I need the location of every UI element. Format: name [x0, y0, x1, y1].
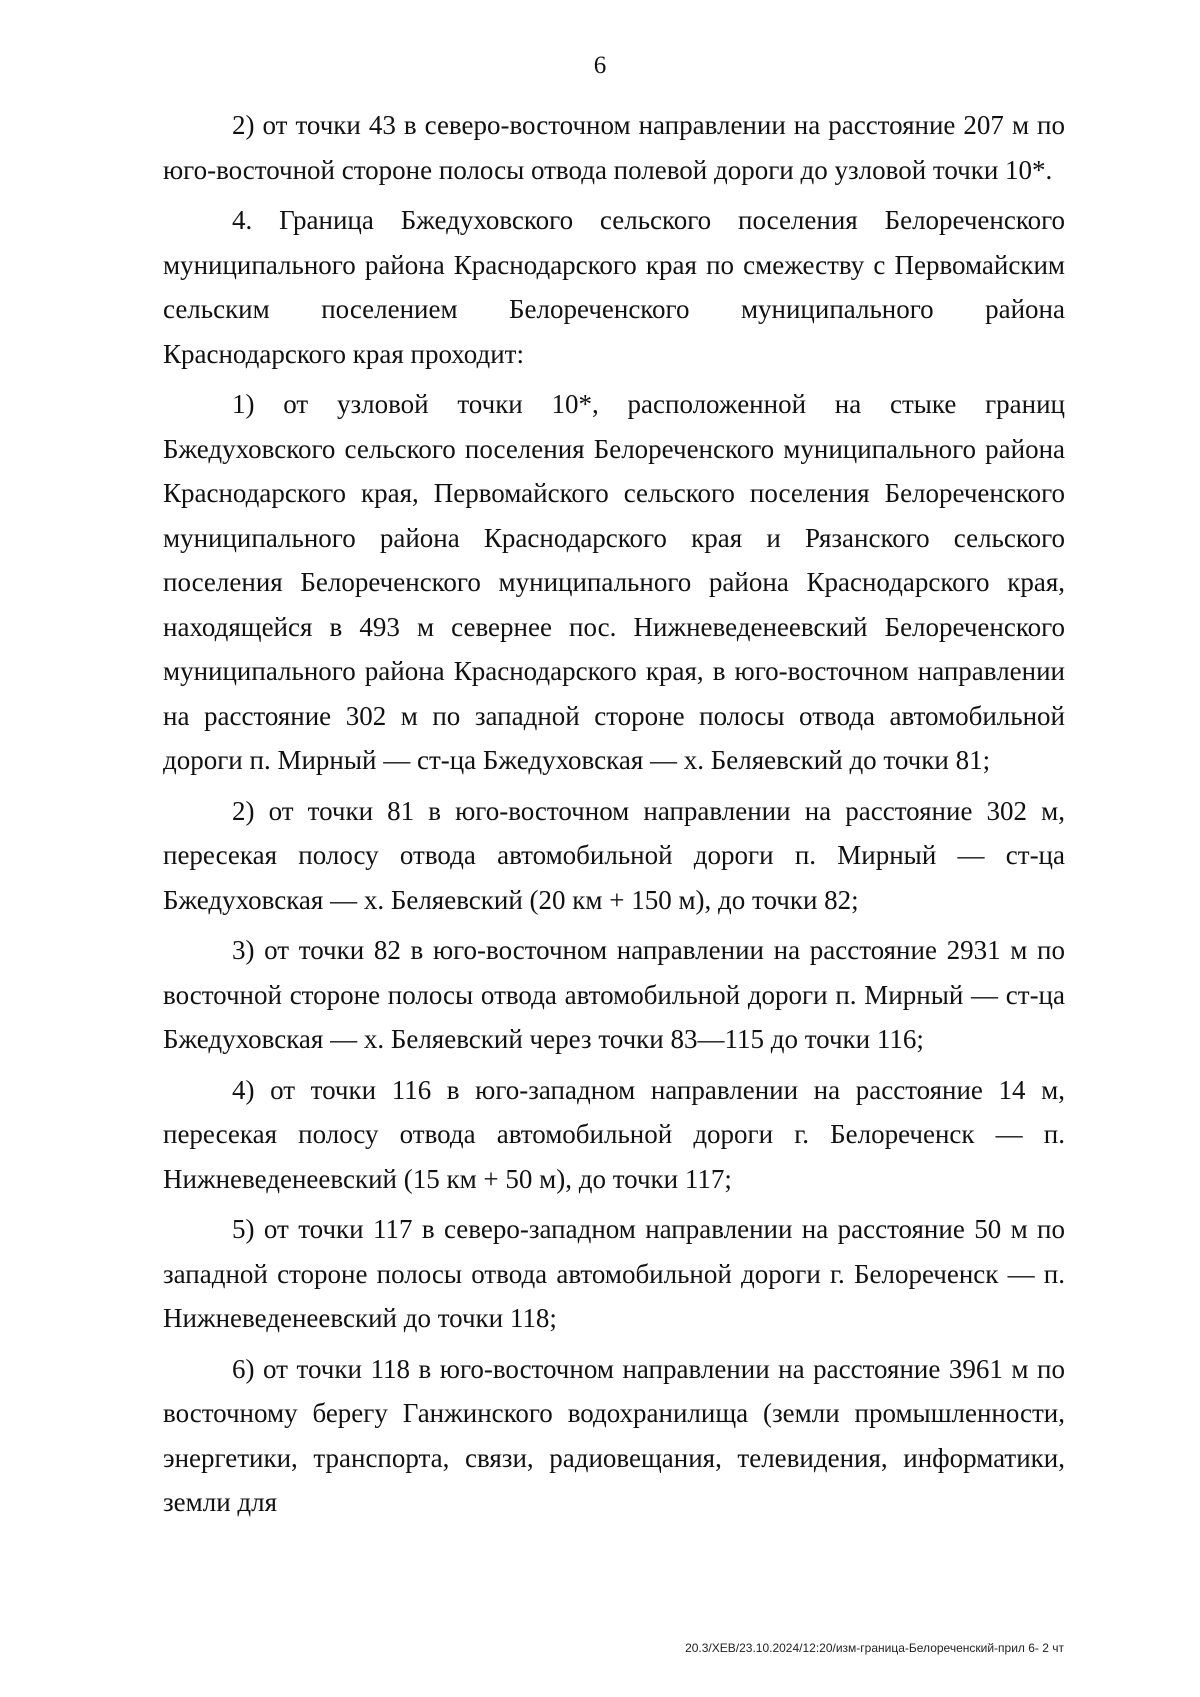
paragraph: 5) от точки 117 в северо-западном направлении на расстояние 50 м по западной стороне полосы отвода автомобильной дороги г. Белореченск — п. Нижневеденеевский до точки 118; — [163, 1214, 1065, 1333]
paragraph: 6) от точки 118 в юго-восточном направлении на расстояние 3961 м по восточному берегу Ганжинского водохранилища (земли промышленности, энергетики, транспорта, связи, радиовещания, телевидения, информатики, земли для — [163, 1353, 1065, 1517]
paragraph: 2) от точки 81 в юго-восточном направлении на расстояние 302 м, пересекая полосу отвода автомобильной дороги п. Мирный — ст-ца Бжедуховская — х. Беляевский (20 км + 150 м), до точки 82; — [163, 795, 1065, 915]
paragraph: 4) от точки 116 в юго-западном направлении на расстояние 14 м, пересекая полосу отвода автомобильной дороги г. Белореченск — п. Нижневеденеевский (15 км + 50 м), до точки 117; — [163, 1074, 1065, 1194]
paragraph: 2) от точки 43 в северо-восточном направлении на расстояние 207 м по юго-восточной стороне полосы отвода полевой дороги до узловой точки 10*. — [163, 110, 1065, 185]
document-footer: 20.3/ХЕВ/23.10.2024/12:20/изм-граница-Белореченский-прил 6- 2 чт — [685, 1641, 1064, 1655]
document-body — [163, 103, 1065, 1531]
paragraph: 3) от точки 82 в юго-восточном направлении на расстояние 2931 м по восточной стороне полосы отвода автомобильной дороги п. Мирный — ст-ца Бжедуховская — х. Беляевский через точки 83—115 до точки 116; — [163, 935, 1065, 1054]
paragraph: 4. Граница Бжедуховского сельского поселения Белореченского муниципального района Краснодарского края по смежеству с Первомайским сельским поселением Белореченского муниципального района Краснодарского края проходит: — [163, 205, 1065, 369]
page-number: 6 — [593, 52, 607, 79]
paragraph: 1) от узловой точки 10*, расположенной на стыке границ Бжедуховского сельского поселения Белореченского муниципального района Краснодарского края, Первомайского сельского поселения Белореченского муниципального района Краснодарского края и Рязанского сельского поселения Белореченского муниципального района Краснодарского края, находящейся в 493 м севернее пос. Нижневеденеевский Белореченского муниципального района Краснодарского края, в юго-восточном направлении на расстояние 302 м по западной стороне полосы отвода автомобильной дороги п. Мирный — ст-ца Бжедуховская — х. Беляевский до точки 81; — [163, 389, 1065, 775]
